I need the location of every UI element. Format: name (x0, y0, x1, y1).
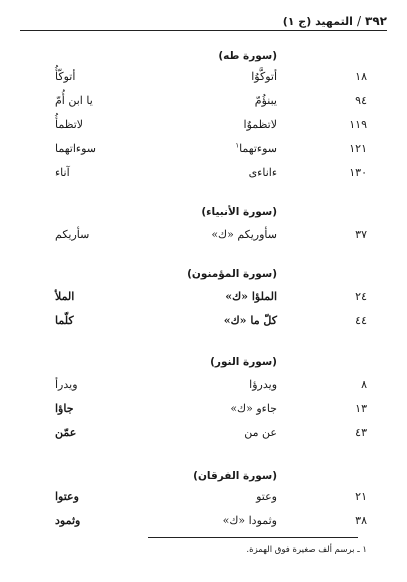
section-title-nur: (سورة النور) (210, 356, 277, 368)
standard-spelling: سوءاتهما (55, 142, 96, 155)
verse-number: ١٣٠ (349, 166, 367, 179)
verse-number: ٩٤ (355, 94, 367, 107)
ottoman-spelling: وثمودا «ك» (222, 514, 277, 527)
standard-spelling: وثمود (55, 514, 81, 527)
ottoman-spelling: وعتو (256, 490, 277, 503)
footnote-marker: ١ (235, 141, 240, 150)
verse-number: ٨ (361, 378, 367, 391)
ottoman-spelling: سوءتهما$^١$ (235, 141, 277, 155)
table-row (0, 118, 407, 138)
standard-spelling: يا ابن أُمّ (55, 94, 93, 107)
table-row (0, 514, 407, 534)
table-row (0, 228, 407, 248)
section-title-taha: (سورة طه) (218, 50, 277, 62)
standard-spelling: ويدرأ (55, 378, 78, 391)
standard-spelling: جاؤا (55, 402, 74, 415)
table-row (0, 426, 407, 446)
standard-spelling: لاتظمأُ (55, 118, 84, 131)
section-title-anbiya: (سورة الأنبياء) (201, 206, 277, 218)
page-number: ٣٩٢ (365, 14, 387, 28)
table-row (0, 314, 407, 334)
ottoman-spelling: أتوكَّوُا (251, 70, 277, 83)
header-separator: / (356, 14, 362, 28)
footnote: ١ ـ برسم ألف صغيرة فوق الهمزة. (246, 545, 367, 555)
ottoman-spelling: ءاناءى (248, 166, 277, 179)
verse-number: ٤٤ (355, 314, 367, 327)
section-title-furqan: (سورة الفرقان) (193, 470, 277, 482)
verse-number: ٤٣ (355, 426, 367, 439)
standard-spelling: سأريكم (55, 228, 90, 241)
running-title: التمهيد (ج ١) (282, 15, 353, 28)
verse-number: ٢١ (355, 490, 367, 503)
verse-number: ٣٨ (355, 514, 367, 527)
verse-number: ٢٤ (355, 290, 367, 303)
verse-number: ١٣ (355, 402, 367, 415)
standard-spelling: آناء (55, 166, 70, 179)
table-row (0, 142, 407, 162)
verse-number: ١٨ (355, 70, 367, 83)
table-row (0, 166, 407, 186)
ottoman-spelling: كلّ ما «ك» (223, 314, 277, 327)
table-row (0, 290, 407, 310)
standard-spelling: الملأ (55, 290, 75, 303)
table-row (0, 94, 407, 114)
ottoman-spelling: الملؤا «ك» (225, 290, 277, 303)
ottoman-spelling: ويدرؤا (249, 378, 277, 391)
page-header (20, 8, 387, 31)
standard-spelling: أتوكّأُ (55, 70, 76, 83)
ottoman-spelling: يبنؤُمّ (254, 94, 277, 107)
footnote-divider (148, 537, 358, 538)
ottoman-spelling: جاءو «ك» (230, 402, 277, 415)
table-row (0, 402, 407, 422)
standard-spelling: كلّما (55, 314, 74, 327)
table-row (0, 490, 407, 510)
standard-spelling: وعتوا (55, 490, 79, 503)
verse-number: ١٢١ (349, 142, 367, 155)
ottoman-spelling: سأوريكم «ك» (211, 228, 277, 241)
section-title-muminun: (سورة المؤمنون) (187, 268, 277, 280)
table-row (0, 378, 407, 398)
verse-number: ٣٧ (355, 228, 367, 241)
table-row (0, 70, 407, 90)
standard-spelling: عمّن (55, 426, 77, 439)
ottoman-spelling: عن من (244, 426, 277, 439)
ottoman-spelling: لاتظموٌا (243, 118, 277, 131)
verse-number: ١١٩ (349, 118, 367, 131)
